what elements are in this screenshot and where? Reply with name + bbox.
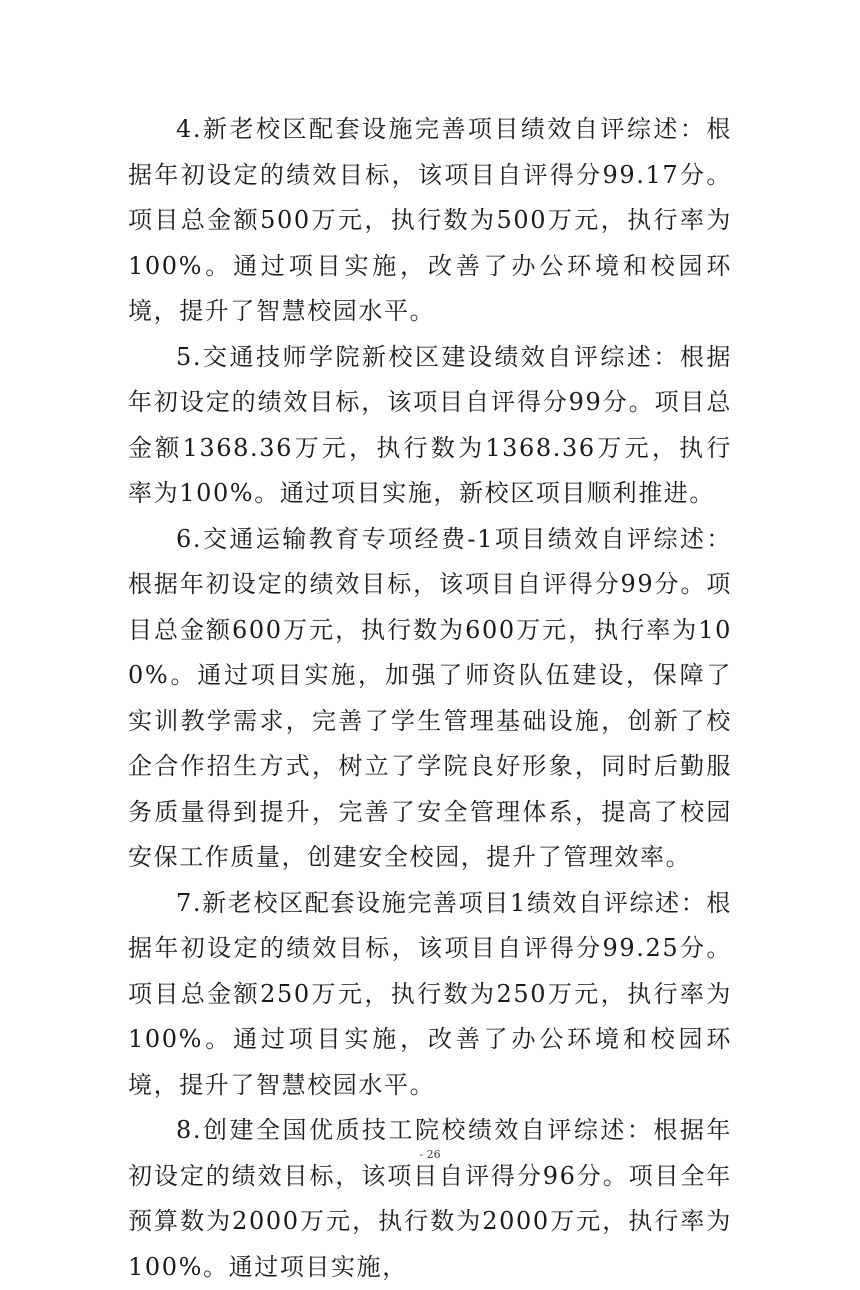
paragraph-item-5: 5.交通技师学院新校区建设绩效自评综述：根据年初设定的绩效目标，该项目自评得分99分。项目总金额1368.36万元，执行数为1368.36万元，执行率为100%。通过项目实施，新校区项目顺利推进。	[128, 342, 732, 507]
paragraph-item-4: 4.新老校区配套设施完善项目绩效自评综述：根据年初设定的绩效目标，该项目自评得分99.17分。项目总金额500万元，执行数为500万元，执行率为100%。通过项目实施，改善了办公环境和校园环境，提升了智慧校园水平。	[128, 115, 732, 325]
page-number: - 26	[419, 1148, 441, 1161]
paragraph-item-6: 6.交通运输教育专项经费-1项目绩效自评综述：根据年初设定的绩效目标，该项目自评得分99分。项目总金额600万元，执行数为600万元，执行率为100%。通过项目实施，加强了师资队伍建设，保障了实训教学需求，完善了学生管理基础设施，创新了校企合作招生方式，树立了学院良好形象，同时后勤服务质量得到提升，完善了安全管理体系，提高了校园安保工作质量，创建安全校园，提升了管理效率。	[128, 524, 732, 871]
paragraph-item-7: 7.新老校区配套设施完善项目1绩效自评综述：根据年初设定的绩效目标，该项目自评得分99.25分。项目总金额250万元，执行数为250万元，执行率为100%。通过项目实施，改善了办公环境和校园环境，提升了智慧校园水平。	[128, 888, 732, 1099]
paragraph-item-8: 8.创建全国优质技工院校绩效自评综述：根据年初设定的绩效目标，该项目自评得分96分。项目全年预算数为2000万元，执行数为2000万元，执行率为100%。通过项目实施，	[128, 1116, 732, 1281]
document-body	[128, 107, 732, 1290]
